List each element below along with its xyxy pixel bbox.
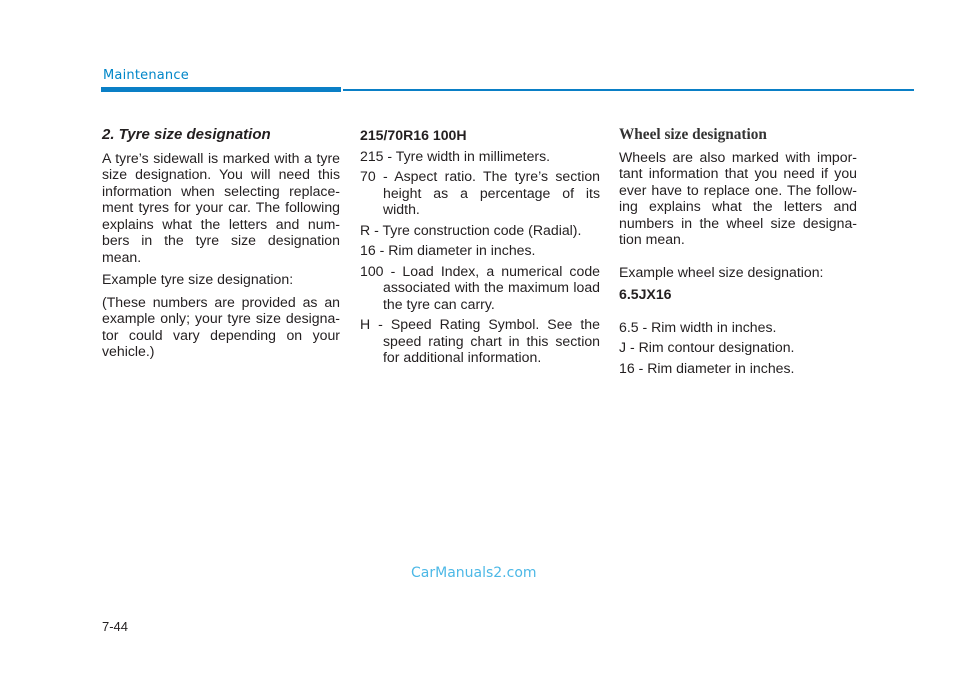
page-number: 7-44 xyxy=(102,619,129,634)
tyre-size-intro: A tyre’s sidewall is marked with a tyre size designation. You will need this information when selecting replace-ment tyres for your car. The following explains what the letters and num-bers in the tyre size designation mean. xyxy=(102,149,340,265)
wheel-def-rim: 16 - Rim diameter in inches. xyxy=(619,359,795,376)
wheel-example-code: 6.5JX16 xyxy=(619,286,672,302)
tyre-size-heading: 2. Tyre size designation xyxy=(102,126,271,143)
column-tyre-size xyxy=(102,127,340,360)
header-rule-thin xyxy=(343,89,914,91)
wheel-size-heading: Wheel size designation xyxy=(619,126,767,143)
tyre-def-load: 100 - Load Index, a numerical code associated with the maximum load the tyre can carry. xyxy=(360,262,600,312)
tyre-example-code: 215/70R16 100H xyxy=(360,127,467,143)
section-header: Maintenance xyxy=(103,68,189,83)
tyre-example-label: Example tyre size designation: xyxy=(102,271,294,287)
column-wheel-size xyxy=(619,127,857,380)
wheel-size-intro: Wheels are also marked with impor-tant information that you need if you ever have to replace one. The follow-ing explains what the letters and numbers in the wheel size designa-tion mean. xyxy=(619,148,857,247)
tyre-example-note: (These numbers are provided as an example only; your tyre size designa-tor could vary depending on your vehicle.) xyxy=(102,293,340,359)
watermark: CarManuals2.com xyxy=(411,565,537,581)
tyre-def-aspect: 70 - Aspect ratio. The tyre’s section height as a percentage of its width. xyxy=(360,168,600,217)
column-tyre-example xyxy=(360,127,600,370)
tyre-def-width: 215 - Tyre width in millimeters. xyxy=(360,147,551,164)
header-rule-thick xyxy=(101,87,341,92)
tyre-def-rim: 16 - Rim diameter in inches. xyxy=(360,242,536,258)
tyre-def-speed: H - Speed Rating Symbol. See the speed rating chart in this section for additional information. xyxy=(360,316,600,365)
wheel-example-label: Example wheel size designation: xyxy=(619,263,824,280)
wheel-def-contour: J - Rim contour designation. xyxy=(619,339,795,355)
wheel-def-width: 6.5 - Rim width in inches. xyxy=(619,318,777,335)
tyre-def-construction: R - Tyre construction code (Radial). xyxy=(360,221,582,238)
